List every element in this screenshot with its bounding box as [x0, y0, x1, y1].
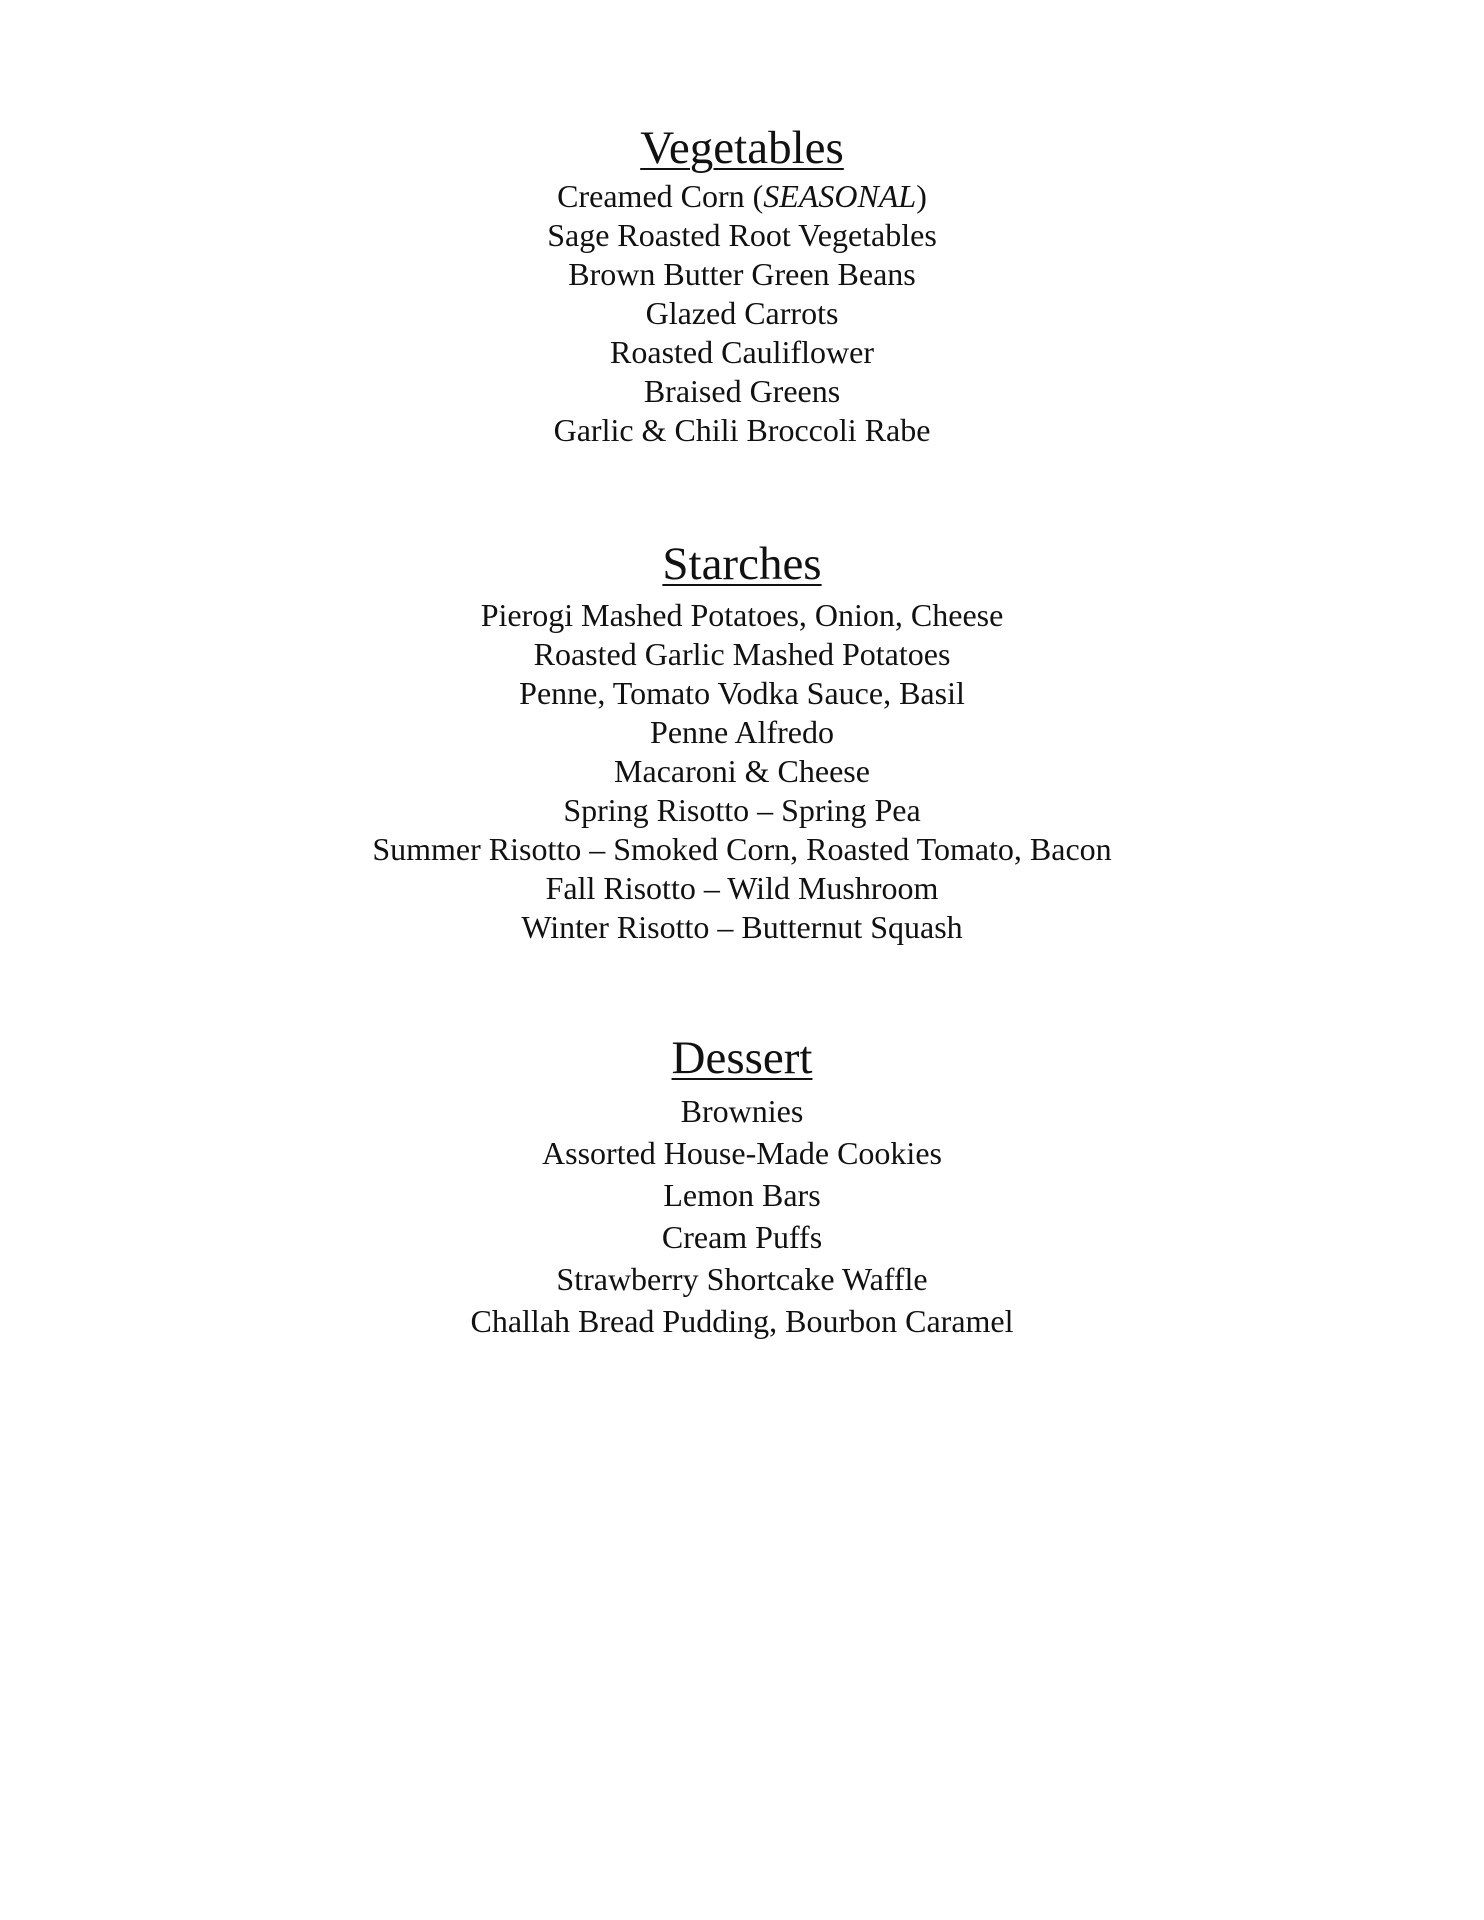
menu-item-text: ) — [916, 178, 927, 214]
menu-item: Winter Risotto – Butternut Squash — [521, 909, 963, 945]
menu-item: Strawberry Shortcake Waffle — [556, 1261, 928, 1297]
menu-item: Fall Risotto – Wild Mushroom — [545, 870, 939, 906]
menu-item: Assorted House-Made Cookies — [542, 1135, 942, 1171]
menu-item: Sage Roasted Root Vegetables — [547, 217, 937, 253]
starches-list — [0, 596, 1484, 947]
menu-item: Cream Puffs — [661, 1219, 823, 1255]
menu-item: Garlic & Chili Broccoli Rabe — [553, 412, 931, 448]
section-heading: Vegetables — [640, 122, 844, 174]
menu-item-text: Creamed Corn ( — [557, 178, 764, 214]
menu-item: Brownies — [680, 1093, 804, 1129]
section-heading: Dessert — [671, 1032, 813, 1084]
menu-item: Braised Greens — [643, 373, 841, 409]
menu-item: Macaroni & Cheese — [614, 753, 870, 789]
menu-item: Brown Butter Green Beans — [568, 256, 916, 292]
vegetables-section — [0, 122, 1484, 450]
menu-item: Pierogi Mashed Potatoes, Onion, Cheese — [480, 597, 1004, 633]
dessert-section — [0, 1032, 1484, 1342]
section-heading: Starches — [662, 538, 822, 590]
vegetables-list — [0, 177, 1484, 450]
menu-item: Summer Risotto – Smoked Corn, Roasted Tomato, Bacon — [372, 831, 1112, 867]
menu-item: Roasted Cauliflower — [610, 334, 874, 370]
menu-item-note: SEASONAL — [763, 178, 917, 214]
menu-item: Challah Bread Pudding, Bourbon Caramel — [470, 1303, 1014, 1339]
starches-section — [0, 538, 1484, 947]
menu-item: Roasted Garlic Mashed Potatoes — [533, 636, 951, 672]
menu-item — [0, 177, 1484, 216]
menu-item: Lemon Bars — [663, 1177, 821, 1213]
menu-item: Glazed Carrots — [645, 295, 839, 331]
menu-item: Penne Alfredo — [650, 714, 834, 750]
menu-item: Spring Risotto – Spring Pea — [563, 792, 921, 828]
menu-item: Penne, Tomato Vodka Sauce, Basil — [519, 675, 965, 711]
dessert-list — [0, 1090, 1484, 1342]
